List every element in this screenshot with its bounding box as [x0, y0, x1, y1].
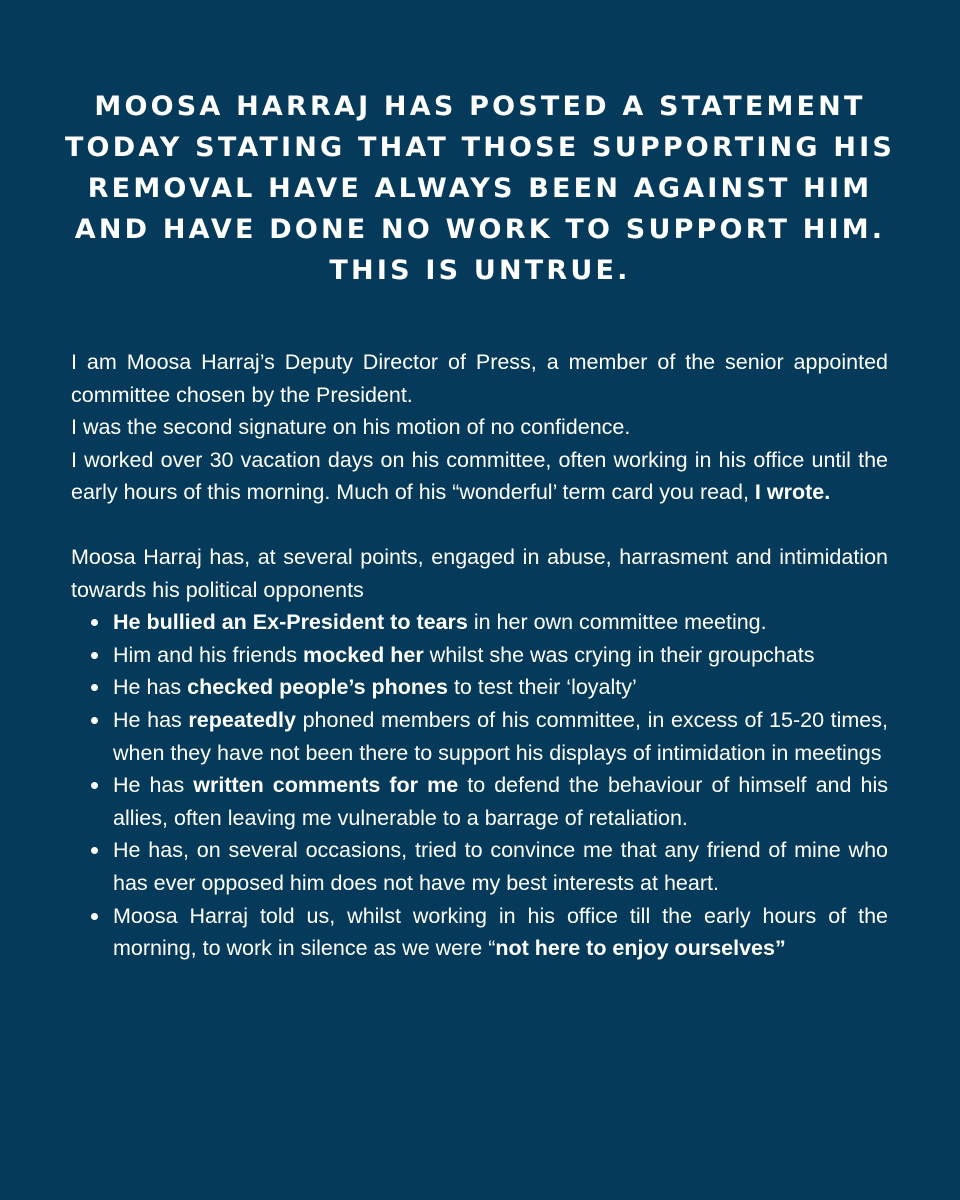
allegation-text: Moosa Harraj told us, whilst working in his office till the early hours of the morning, to work in silence as we were “ [113, 903, 888, 961]
headline-line: REMOVAL HAVE ALWAYS BEEN AGAINST HIM [87, 173, 873, 204]
allegation-text: whilst she was crying in their groupchats [423, 642, 815, 667]
headline-line: MOOSA HARRAJ HAS POSTED A STATEMENT [94, 91, 866, 122]
allegation-emphasis: He bullied an Ex-President to tears [113, 610, 468, 635]
intro-paragraph-signature: I was the second signature on his motion of no confidence. [71, 415, 631, 440]
allegations-lead: Moosa Harraj has, at several points, engaged in abuse, harrasment and intimidation towards his political opponents [71, 544, 888, 602]
allegation-text: He has [113, 675, 188, 700]
allegation-text: in her own committee meeting. [467, 610, 767, 635]
allegation-emphasis: checked people’s phones [187, 675, 448, 700]
allegation-item [113, 834, 888, 899]
allegation-text: to defend the behaviour of himself and his allies, often leaving me vulnerable to a barrage of retaliation. [113, 773, 888, 830]
allegation-text: He has [113, 707, 189, 732]
headline-line: THIS IS UNTRUE. [329, 255, 631, 286]
allegation-text: phoned members of his committee, in excess of 15-20 times, when they have not been there to support his displays of intimidation in meetings [113, 707, 888, 765]
allegation-item [113, 704, 888, 769]
allegation-emphasis: mocked her [303, 642, 424, 667]
allegation-item [113, 900, 888, 965]
statement-body [71, 346, 888, 965]
allegation-text: He has, on several occasions, tried to convince me that any friend of mine who has ever opposed him does not have my best interests at heart. [113, 838, 888, 895]
intro-work-text: I worked over 30 vacation days on his committee, often working in his office until the early hours of this morning. Much of his “wonderful’ term card you read, [71, 447, 888, 505]
allegation-item [113, 671, 888, 704]
allegation-emphasis: written comments for me [193, 773, 459, 798]
allegation-text: Him and his friends [113, 642, 303, 667]
headline-line: AND HAVE DONE NO WORK TO SUPPORT HIM. [74, 214, 886, 245]
paragraph-spacer [71, 509, 888, 541]
allegation-item [113, 639, 888, 672]
allegation-text: He has [113, 773, 194, 798]
allegation-emphasis: repeatedly [188, 707, 296, 732]
intro-paragraph-work [71, 444, 888, 509]
intro-work-emphasis: I wrote. [754, 480, 831, 505]
allegation-item [113, 606, 888, 639]
allegation-item [113, 769, 888, 834]
headline [60, 86, 900, 291]
allegation-emphasis: not here to enjoy ourselves” [495, 936, 786, 961]
intro-paragraph-role: I am Moosa Harraj’s Deputy Director of Press, a member of the senior appointed committee chosen by the President. [71, 350, 888, 407]
allegation-text: to test their ‘loyalty’ [447, 675, 637, 700]
headline-line: TODAY STATING THAT THOSE SUPPORTING HIS [64, 132, 896, 163]
allegations-list [71, 606, 888, 965]
